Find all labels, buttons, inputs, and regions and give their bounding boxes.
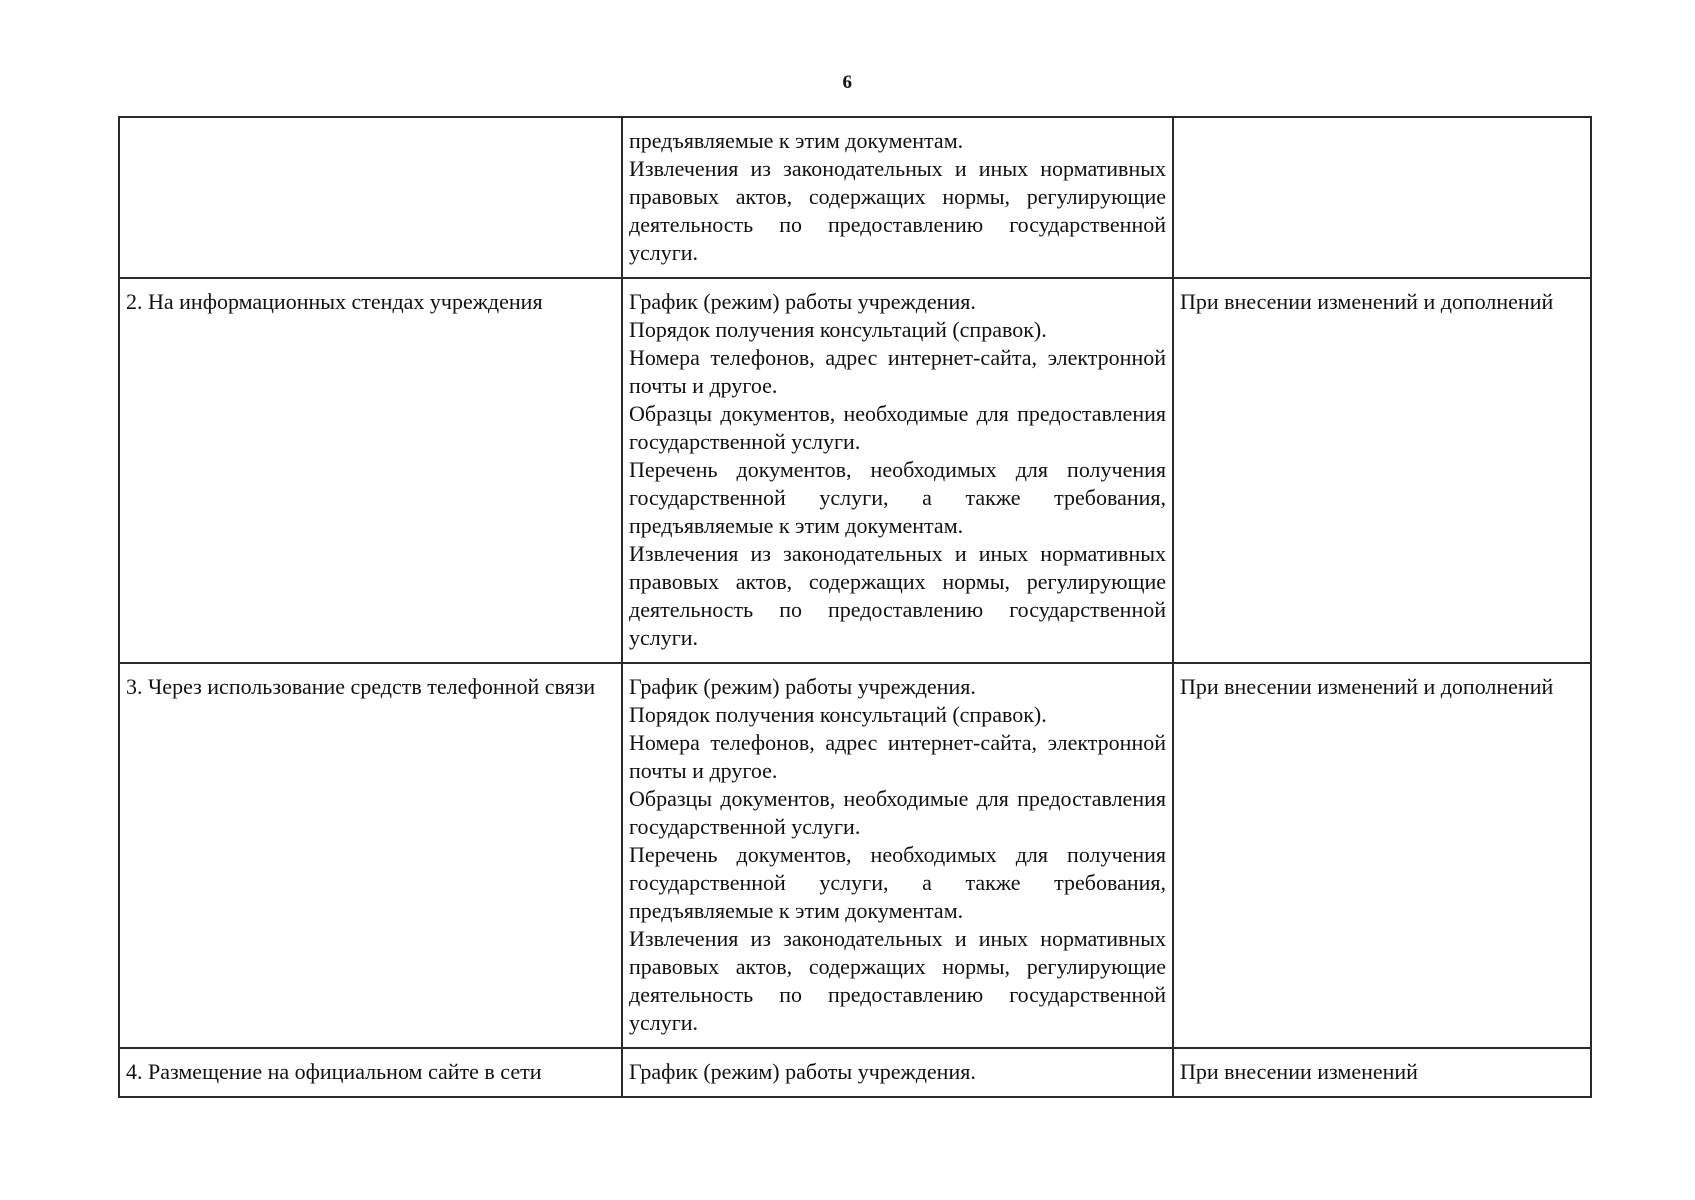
content-paragraph: Номера телефонов, адрес интернет-сайта, электронной почты и другое. [629,345,1166,398]
content-paragraph: Извлечения из законодательных и иных нормативных правовых актов, содержащих нормы, регулирующие деятельность по предоставлению государственной услуги. [629,156,1166,265]
frequency-cell: При внесении изменений и дополнений [1173,663,1591,1048]
content-cell [622,1048,1173,1097]
method-cell [119,117,622,278]
info-table [118,116,1592,1098]
content-paragraph: Извлечения из законодательных и иных нормативных правовых актов, содержащих нормы, регулирующие деятельность по предоставлению государственной услуги. [629,926,1166,1035]
content-paragraph: Образцы документов, необходимые для предоставления государственной услуги. [629,401,1166,454]
content-paragraph: Порядок получения консультаций (справок). [629,702,1047,727]
content-cell [622,278,1173,663]
method-cell: 2. На информационных стендах учреждения [119,278,622,663]
page-number: 6 [842,72,853,93]
content-paragraph: График (режим) работы учреждения. [629,1059,976,1084]
method-cell: 4. Размещение на официальном сайте в сети [119,1048,622,1097]
table-row [119,1048,1591,1097]
content-cell [622,663,1173,1048]
frequency-cell: При внесении изменений [1173,1048,1591,1097]
content-paragraph: Номера телефонов, адрес интернет-сайта, электронной почты и другое. [629,730,1166,783]
content-paragraph: предъявляемые к этим документам. [629,128,964,153]
content-cell [622,117,1173,278]
content-paragraph: Перечень документов, необходимых для получения государственной услуги, а также требования, предъявляемые к этим документам. [629,457,1166,538]
content-paragraph: Перечень документов, необходимых для получения государственной услуги, а также требования, предъявляемые к этим документам. [629,842,1166,923]
table-row [119,663,1591,1048]
table-row [119,117,1591,278]
content-paragraph: Порядок получения консультаций (справок). [629,317,1047,342]
frequency-cell [1173,117,1591,278]
table-row [119,278,1591,663]
method-cell: 3. Через использование средств телефонной связи [119,663,622,1048]
content-paragraph: Извлечения из законодательных и иных нормативных правовых актов, содержащих нормы, регулирующие деятельность по предоставлению государственной услуги. [629,541,1166,650]
content-paragraph: График (режим) работы учреждения. [629,289,976,314]
frequency-cell: При внесении изменений и дополнений [1173,278,1591,663]
content-paragraph: График (режим) работы учреждения. [629,674,976,699]
content-paragraph: Образцы документов, необходимые для предоставления государственной услуги. [629,786,1166,839]
